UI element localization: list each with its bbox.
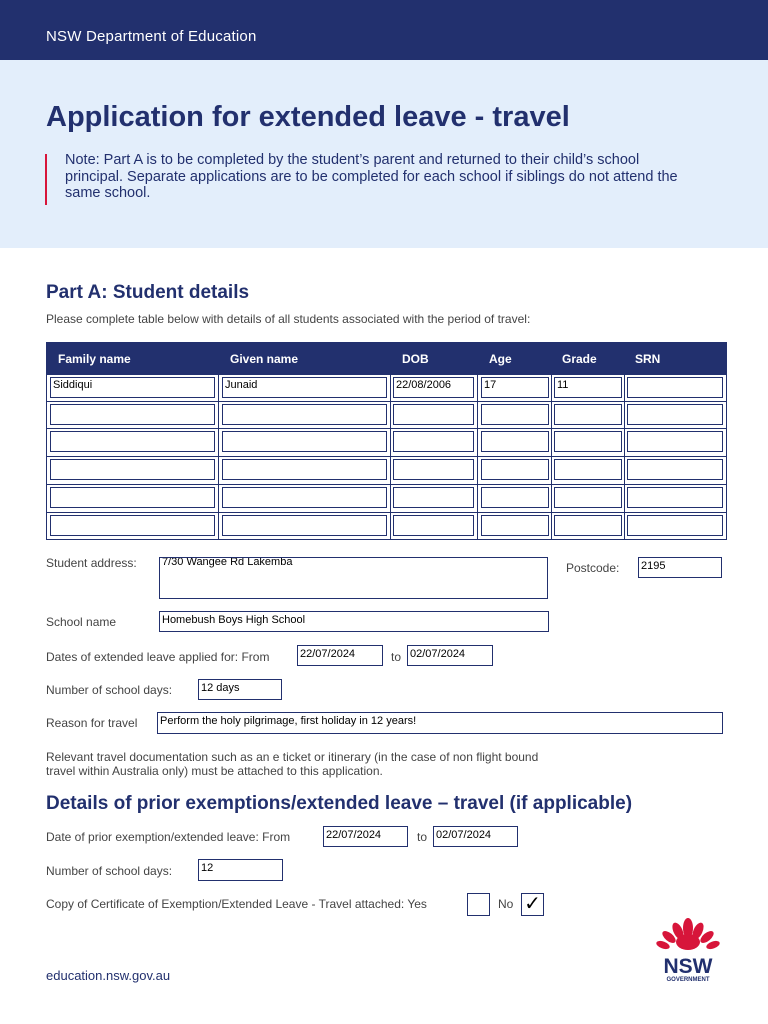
table-cell-age[interactable] bbox=[481, 431, 549, 452]
school-days-field[interactable]: 12 days bbox=[198, 679, 282, 700]
table-cell-dob[interactable] bbox=[393, 459, 474, 480]
table-cell-age[interactable] bbox=[481, 459, 549, 480]
table-cell-srn[interactable] bbox=[627, 515, 723, 536]
leave-dates-label: Dates of extended leave applied for: From bbox=[46, 650, 270, 664]
certificate-yes-checkbox[interactable] bbox=[467, 893, 490, 916]
reason-field[interactable]: Perform the holy pilgrimage, first holiday in 12 years! bbox=[157, 712, 723, 734]
prior-days-label: Number of school days: bbox=[46, 864, 173, 878]
table-cell-given-name[interactable] bbox=[222, 404, 387, 425]
table-cell-srn[interactable] bbox=[627, 377, 723, 398]
table-cell-given-name[interactable]: Junaid bbox=[222, 377, 387, 398]
nsw-government-logo bbox=[652, 914, 724, 984]
leave-to-label: to bbox=[391, 650, 402, 664]
table-cell-dob[interactable]: 22/08/2006 bbox=[393, 377, 474, 398]
department-name: NSW Department of Education bbox=[46, 28, 257, 45]
certificate-no-label: No bbox=[498, 897, 514, 911]
table-cell-family-name[interactable] bbox=[50, 431, 215, 452]
waratah-icon bbox=[652, 914, 724, 984]
table-cell-srn[interactable] bbox=[627, 459, 723, 480]
table-cell-grade[interactable] bbox=[554, 515, 622, 536]
table-divider bbox=[46, 428, 727, 429]
table-cell-grade[interactable] bbox=[554, 459, 622, 480]
table-divider bbox=[624, 374, 625, 540]
table-cell-grade[interactable]: 11 bbox=[554, 377, 622, 398]
table-cell-given-name[interactable] bbox=[222, 487, 387, 508]
student-address-label: Student address: bbox=[46, 556, 137, 570]
column-header-given-name: Given name bbox=[230, 352, 299, 366]
table-divider bbox=[46, 456, 727, 457]
table-cell-family-name[interactable] bbox=[50, 515, 215, 536]
logo-wordmark: NSW bbox=[663, 955, 713, 978]
table-divider bbox=[46, 401, 727, 402]
column-header-dob: DOB bbox=[402, 352, 429, 366]
table-divider bbox=[218, 374, 219, 540]
documentation-note-line-2: travel within Australia only) must be attached to this application. bbox=[46, 764, 383, 778]
school-days-label: Number of school days: bbox=[46, 683, 173, 697]
table-cell-age[interactable] bbox=[481, 515, 549, 536]
table-cell-grade[interactable] bbox=[554, 487, 622, 508]
school-name-field[interactable]: Homebush Boys High School bbox=[159, 611, 549, 632]
table-divider bbox=[46, 484, 727, 485]
postcode-label: Postcode: bbox=[566, 561, 620, 575]
table-divider bbox=[551, 374, 552, 540]
student-address-field[interactable]: 7/30 Wangee Rd Lakemba bbox=[159, 557, 548, 599]
table-cell-srn[interactable] bbox=[627, 487, 723, 508]
prior-from-field[interactable]: 22/07/2024 bbox=[323, 826, 408, 847]
table-cell-age[interactable]: 17 bbox=[481, 377, 549, 398]
prior-days-field[interactable]: 12 bbox=[198, 859, 283, 881]
table-divider bbox=[390, 374, 391, 540]
table-cell-given-name[interactable] bbox=[222, 459, 387, 480]
table-divider bbox=[46, 512, 727, 513]
note-text: Note: Part A is to be completed by the student’s parent and returned to their child’s school principal. Separate applications are to be completed for each school if siblings do not attend the same school. bbox=[65, 152, 678, 201]
table-cell-grade[interactable] bbox=[554, 404, 622, 425]
part-a-heading: Part A: Student details bbox=[46, 282, 250, 303]
table-cell-dob[interactable] bbox=[393, 487, 474, 508]
table-divider bbox=[477, 374, 478, 540]
table-cell-dob[interactable] bbox=[393, 431, 474, 452]
part-a-instruction: Please complete table below with details of all students associated with the period of travel: bbox=[46, 312, 531, 326]
prior-to-label: to bbox=[417, 830, 428, 844]
column-header-srn: SRN bbox=[635, 352, 661, 366]
column-header-family-name: Family name bbox=[58, 352, 131, 366]
table-cell-age[interactable] bbox=[481, 487, 549, 508]
table-cell-family-name[interactable]: Siddiqui bbox=[50, 377, 215, 398]
table-cell-given-name[interactable] bbox=[222, 431, 387, 452]
column-header-grade: Grade bbox=[562, 352, 597, 366]
leave-to-field[interactable]: 02/07/2024 bbox=[407, 645, 493, 666]
certificate-no-checkbox[interactable]: ✓ bbox=[521, 893, 544, 916]
footer-url[interactable]: education.nsw.gov.au bbox=[46, 968, 171, 983]
table-cell-family-name[interactable] bbox=[50, 404, 215, 425]
note-accent-bar bbox=[45, 154, 47, 205]
prior-date-label: Date of prior exemption/extended leave: From bbox=[46, 830, 291, 844]
column-header-age: Age bbox=[489, 352, 512, 366]
table-cell-dob[interactable] bbox=[393, 404, 474, 425]
table-cell-srn[interactable] bbox=[627, 431, 723, 452]
student-table-header bbox=[46, 342, 727, 374]
leave-from-field[interactable]: 22/07/2024 bbox=[297, 645, 383, 666]
documentation-note-line-1: Relevant travel documentation such as an e ticket or itinerary (in the case of non flight bound bbox=[46, 750, 539, 764]
logo-subtext: GOVERNMENT bbox=[666, 977, 710, 983]
table-cell-dob[interactable] bbox=[393, 515, 474, 536]
table-cell-family-name[interactable] bbox=[50, 459, 215, 480]
page-title: Application for extended leave - travel bbox=[46, 101, 570, 133]
certificate-label: Copy of Certificate of Exemption/Extended Leave - Travel attached: Yes bbox=[46, 897, 427, 911]
table-cell-srn[interactable] bbox=[627, 404, 723, 425]
reason-label: Reason for travel bbox=[46, 716, 138, 730]
table-cell-family-name[interactable] bbox=[50, 487, 215, 508]
prior-to-field[interactable]: 02/07/2024 bbox=[433, 826, 518, 847]
table-cell-given-name[interactable] bbox=[222, 515, 387, 536]
table-cell-grade[interactable] bbox=[554, 431, 622, 452]
table-cell-age[interactable] bbox=[481, 404, 549, 425]
prior-exemptions-heading: Details of prior exemptions/extended leave – travel (if applicable) bbox=[46, 793, 633, 814]
postcode-field[interactable]: 2195 bbox=[638, 557, 722, 578]
school-name-label: School name bbox=[46, 615, 117, 629]
